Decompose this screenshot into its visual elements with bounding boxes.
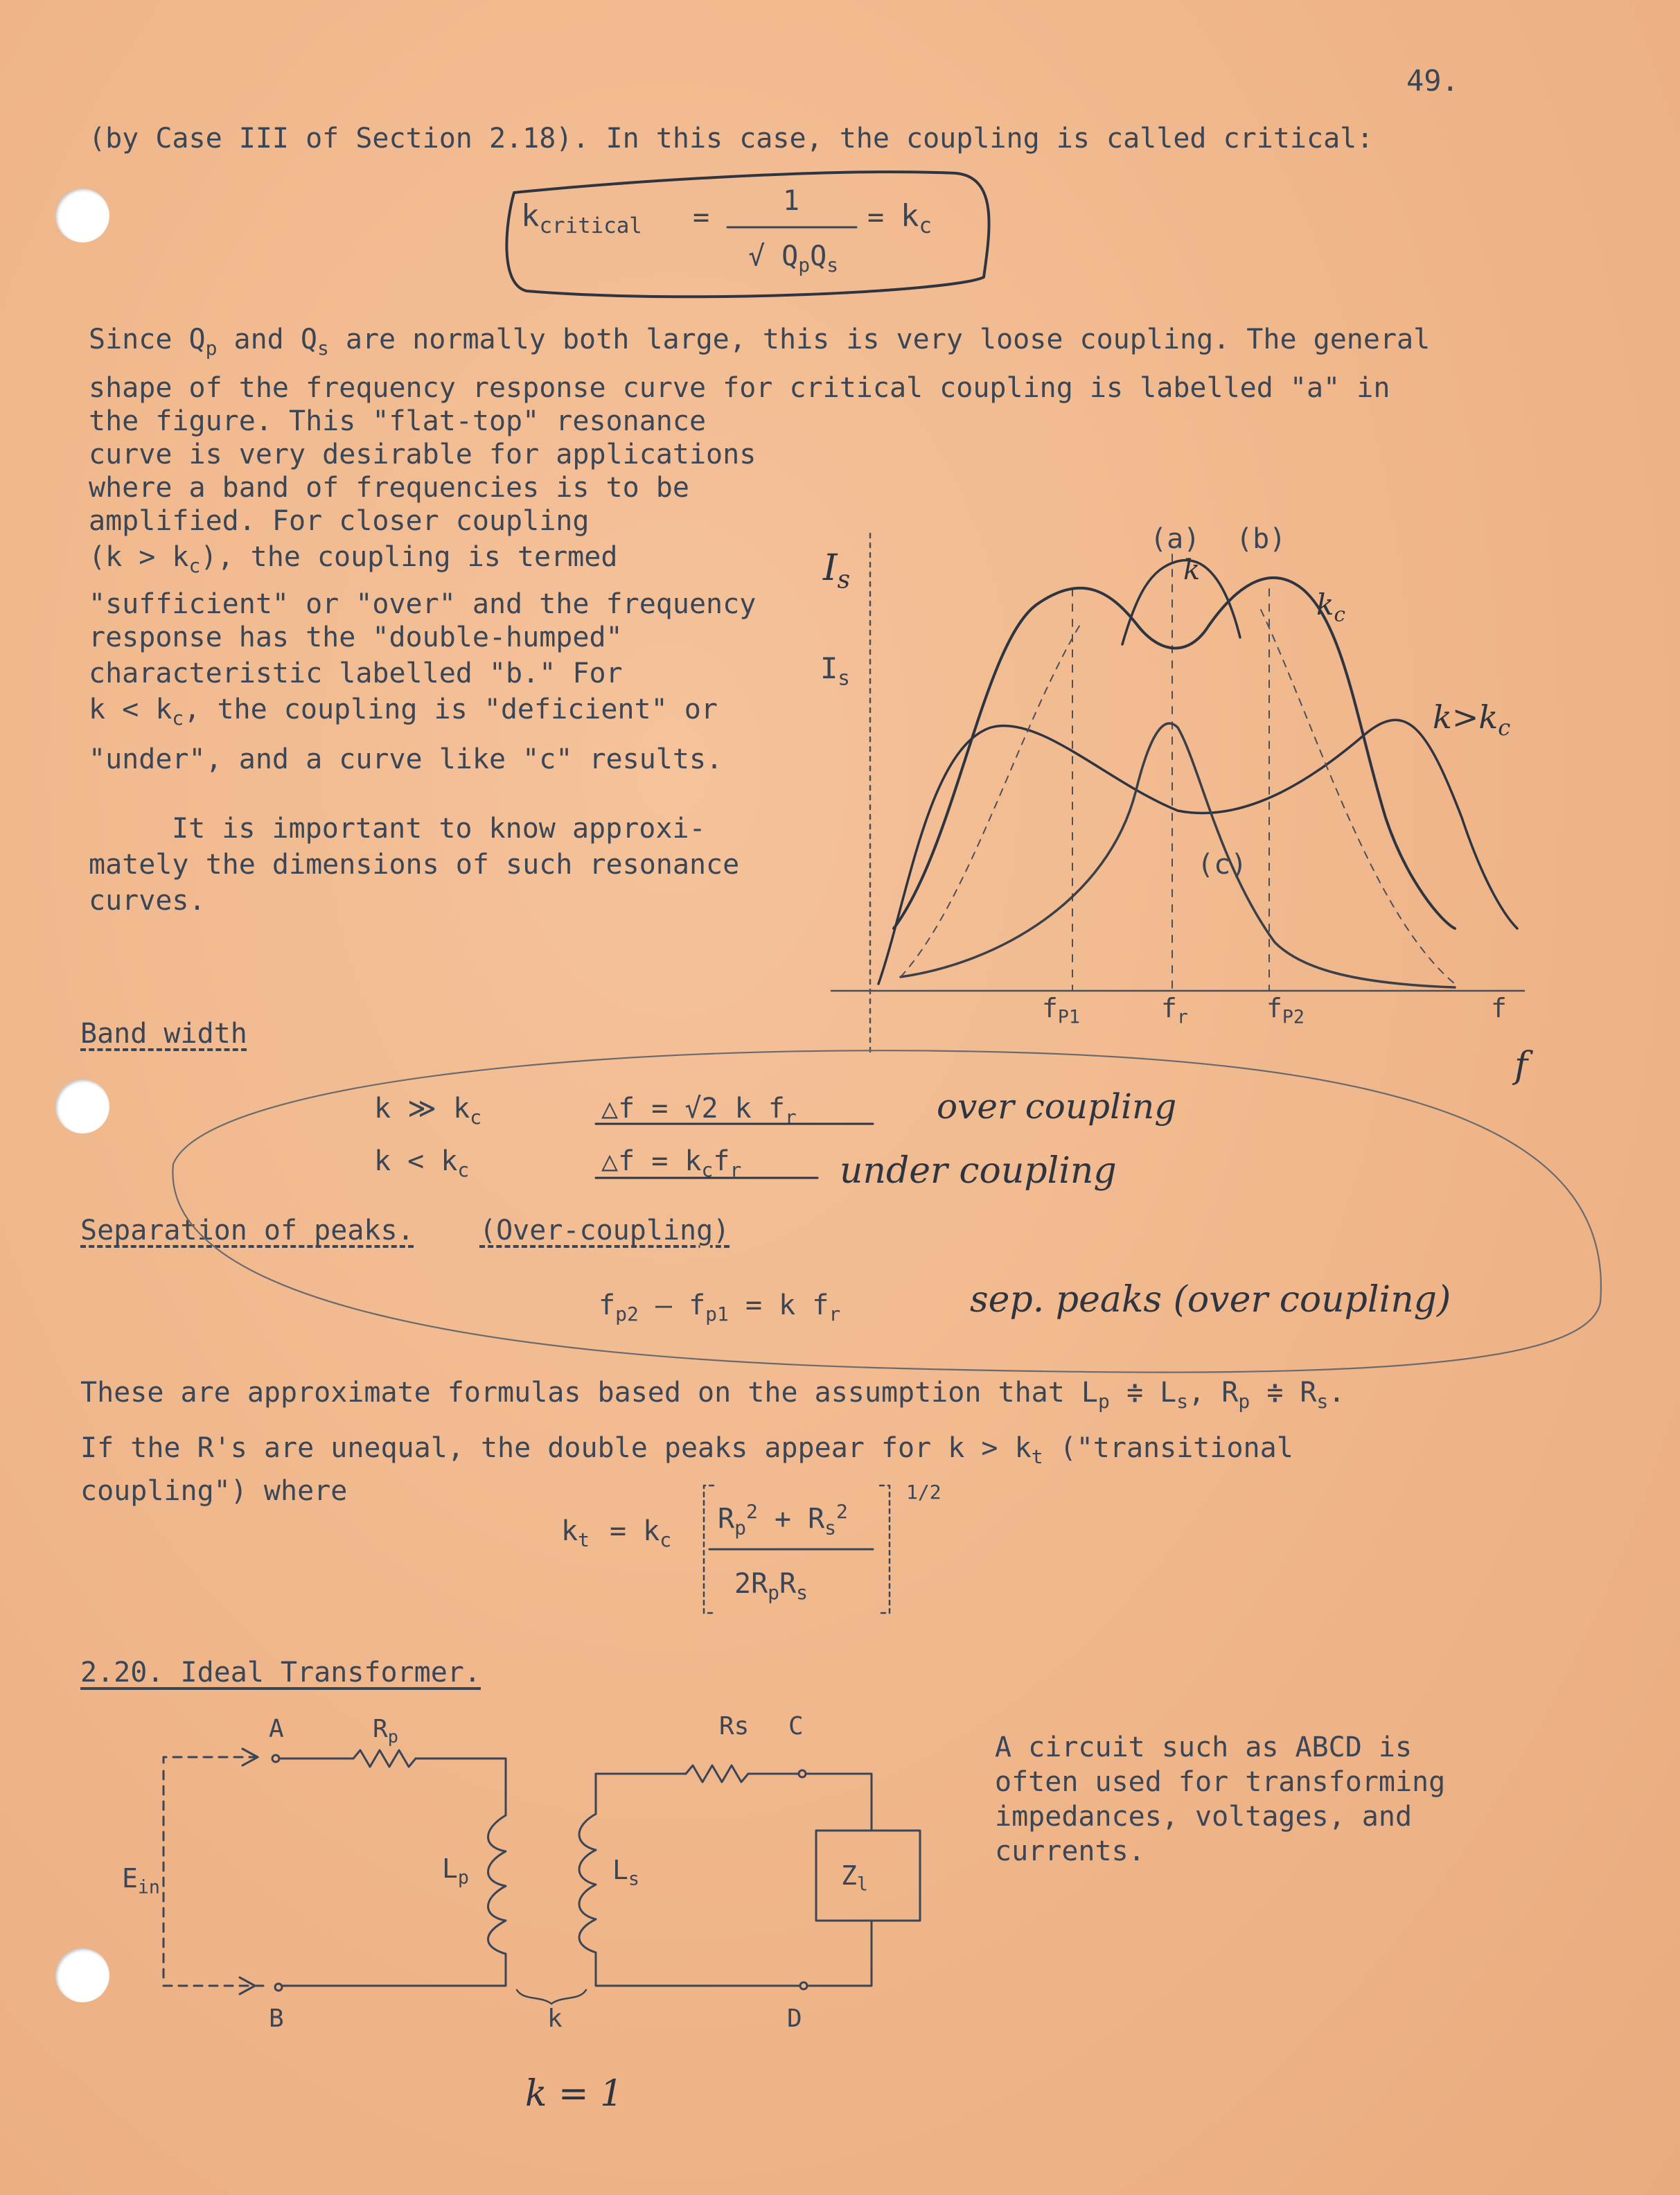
node-A (272, 1755, 279, 1762)
para1-line2: shape of the frequency response curve for critical coupling is labelled "a" in (89, 372, 1390, 404)
node-label-A: A (269, 1715, 284, 1743)
separation-heading: Separation of peaks. (80, 1215, 414, 1246)
resistor-rs (686, 1765, 748, 1782)
separation-formula: $f_{p2}$ — $f_{p1} = k$ $f_r$ (599, 1289, 841, 1325)
inductor-lp (488, 1815, 506, 1954)
curve-label-c: (c) (1197, 849, 1248, 881)
critical-numerator: 1 (783, 185, 800, 217)
critical-formula-box (506, 172, 989, 297)
transformer-desc-line1: A circuit such as ABCD is (995, 1731, 1413, 1763)
para1-line1: Since $Q_p$ and $Q_s$ are normally both large, this is very loose coupling. The general (89, 324, 1431, 360)
transformer-desc-line3: impedances, voltages, and (995, 1801, 1413, 1833)
para1-line3: the figure. This "flat-top" resonance (89, 405, 707, 437)
para1-line12: "under", and a curve like "c" results. (89, 743, 723, 775)
pencil-oval (173, 1050, 1601, 1372)
secondary-wire-top (596, 1774, 686, 1814)
bandwidth-row1-cond: k ≫ $k_c$ (374, 1093, 482, 1129)
para1-line7: $(k > k_c)$, the coupling is termed (89, 541, 618, 577)
para1-line4: curve is very desirable for applications (89, 439, 757, 470)
curve-label-a: (a) (1150, 523, 1201, 555)
kt-denominator: $2R_pR_s$ (734, 1568, 808, 1604)
separation-note: sep. peaks (over coupling) (970, 1279, 1451, 1321)
kt-exponent: 1/2 (906, 1481, 941, 1504)
bandwidth-row2-note: under coupling (840, 1150, 1117, 1192)
bandwidth-row1-note: over coupling (937, 1086, 1177, 1127)
node-C (799, 1770, 806, 1777)
y-label-hand: $I_s$ (823, 547, 851, 594)
coupling-label-k: k (547, 2004, 563, 2033)
secondary-wire-right (806, 1774, 872, 1831)
page-number: 49. (1406, 64, 1459, 98)
para1-line8: "sufficient" or "over" and the frequency (89, 588, 757, 620)
primary-wire-bottom (283, 1954, 506, 1986)
bandwidth-row1-formula: △f = √2 k $f_r$ (601, 1093, 797, 1129)
para1-line9: response has the "double-humped" (89, 622, 623, 653)
transformer-desc-line4: currents. (995, 1835, 1145, 1867)
critical-lhs: $k_{critical}$ (521, 198, 642, 238)
coupling-brace (517, 1990, 586, 2004)
intro-line: (by Case III of Section 2.18). In this case, the coupling is called critical: (89, 123, 1374, 155)
y-label-typed: $I_s$ (820, 651, 850, 690)
x-tick-fr: $f_r$ (1161, 993, 1188, 1028)
para2-line3: curves. (89, 885, 206, 917)
node-label-D: D (787, 2004, 802, 2033)
curve-label-b: (b) (1236, 523, 1286, 555)
load-zl (816, 1831, 920, 1921)
curve-label-kc: $k_c$ (1316, 588, 1345, 626)
resistor-label-rs: Rs (719, 1712, 750, 1740)
node-label-B: B (269, 2004, 284, 2033)
load-label-zl: $Z_l$ (841, 1860, 868, 1896)
x-tick-fp2: $f_{P2}$ (1266, 993, 1305, 1028)
critical-denominator: √ $Q_pQ_s$ (748, 240, 839, 276)
curve-b-double-hump (894, 578, 1455, 928)
x-tick-fp1: $f_{P1}$ (1042, 993, 1080, 1028)
bandwidth-row2-formula: △f = $k_cf_r$ (601, 1145, 742, 1181)
x-label-f-hand: f (1514, 1045, 1528, 1086)
approx-line1: These are approximate formulas based on the assumption that $L_p$ ≑ $L_s$, $R_p$ ≑ $R_s$. (80, 1377, 1345, 1413)
transformer-desc-line2: often used for transforming (995, 1766, 1446, 1798)
critical-eq1: = (693, 202, 710, 233)
inductor-label-ls: $L_s$ (612, 1855, 639, 1890)
kt-lhs: $k_t$ (561, 1515, 590, 1551)
para1-line10: characteristic labelled "b." For (89, 658, 623, 689)
coupling-note-k-eq-1: k = 1 (525, 2073, 624, 2115)
source-label-ein: $E_{in}$ (122, 1863, 160, 1898)
para2-line2: mately the dimensions of such resonance (89, 849, 740, 881)
curve-label-k: k (1183, 554, 1201, 586)
secondary-wire-bottom (596, 1952, 799, 1986)
para1-line5: where a band of frequencies is to be (89, 472, 689, 504)
curve-dashed-right (1261, 610, 1455, 984)
primary-wire-right (416, 1758, 506, 1815)
critical-eq2: = (867, 202, 885, 233)
curve-label-k-gt-kc: $k>k_c$ (1433, 698, 1511, 741)
inductor-label-lp: $L_p$ (442, 1853, 469, 1889)
inductor-ls (579, 1814, 596, 1952)
critical-rhs: $k_c$ (901, 198, 932, 238)
separation-heading-note: (Over-coupling) (479, 1215, 730, 1246)
para2-line1: It is important to know approxi- (172, 813, 706, 845)
node-D (800, 1982, 807, 1989)
resistor-label-rp: $R_p$ (373, 1715, 398, 1747)
node-label-C: C (788, 1712, 804, 1740)
bandwidth-row2-cond: $k < k_c$ (374, 1145, 470, 1181)
approx-line3: coupling") where (80, 1475, 348, 1507)
para1-line11: $k < k_c$, the coupling is "deficient" or (89, 694, 718, 730)
transformer-heading: 2.20. Ideal Transformer. (80, 1657, 481, 1689)
para1-line6: amplified. For closer coupling (89, 505, 590, 537)
curve-dashed-left (901, 624, 1081, 977)
kt-right-bracket (880, 1486, 890, 1613)
approx-line2: If the R's are unequal, the double peaks appear for $k > k_t$ ("transitional (80, 1432, 1293, 1468)
node-B (275, 1984, 282, 1991)
secondary-wire-return (808, 1921, 872, 1986)
x-label-f: f (1491, 993, 1507, 1023)
kt-eq: = $k_c$ (610, 1515, 672, 1551)
kt-numerator: $R_p^2 + R_s^2$ (718, 1500, 848, 1540)
resistor-rp (353, 1750, 416, 1767)
bandwidth-heading: Band width (80, 1018, 247, 1050)
curve-a-flat-top (1122, 560, 1240, 644)
